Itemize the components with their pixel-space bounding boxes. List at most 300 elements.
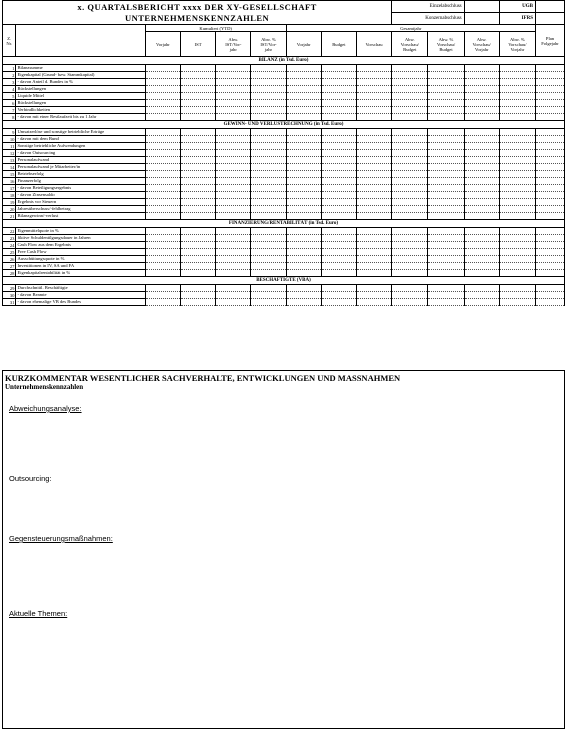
- value-cell[interactable]: [356, 228, 391, 235]
- value-cell[interactable]: [392, 185, 428, 192]
- value-cell[interactable]: [536, 150, 565, 157]
- value-cell[interactable]: [321, 185, 356, 192]
- value-cell[interactable]: [536, 235, 565, 242]
- value-cell[interactable]: [464, 263, 499, 270]
- value-cell[interactable]: [536, 114, 565, 121]
- value-cell[interactable]: [499, 129, 535, 136]
- value-cell[interactable]: [216, 72, 251, 79]
- value-cell[interactable]: [145, 285, 180, 292]
- value-cell[interactable]: [464, 171, 499, 178]
- value-cell[interactable]: [286, 79, 321, 86]
- value-cell[interactable]: [536, 178, 565, 185]
- value-cell[interactable]: [464, 129, 499, 136]
- value-cell[interactable]: [356, 157, 391, 164]
- value-cell[interactable]: [251, 114, 286, 121]
- value-cell[interactable]: [286, 65, 321, 72]
- value-cell[interactable]: [145, 228, 180, 235]
- value-cell[interactable]: [321, 79, 356, 86]
- value-cell[interactable]: [286, 100, 321, 107]
- value-cell[interactable]: [356, 65, 391, 72]
- value-cell[interactable]: [536, 164, 565, 171]
- value-cell[interactable]: [321, 157, 356, 164]
- value-cell[interactable]: [251, 150, 286, 157]
- value-cell[interactable]: [145, 299, 180, 306]
- value-cell[interactable]: [321, 213, 356, 220]
- value-cell[interactable]: [356, 114, 391, 121]
- value-cell[interactable]: [145, 143, 180, 150]
- value-cell[interactable]: [216, 79, 251, 86]
- value-cell[interactable]: [145, 171, 180, 178]
- value-cell[interactable]: [251, 178, 286, 185]
- value-cell[interactable]: [321, 143, 356, 150]
- value-cell[interactable]: [464, 292, 499, 299]
- value-cell[interactable]: [428, 65, 464, 72]
- value-cell[interactable]: [464, 114, 499, 121]
- value-cell[interactable]: [181, 157, 216, 164]
- value-cell[interactable]: [536, 185, 565, 192]
- value-cell[interactable]: [536, 299, 565, 306]
- value-cell[interactable]: [499, 292, 535, 299]
- value-cell[interactable]: [251, 143, 286, 150]
- value-cell[interactable]: [286, 192, 321, 199]
- value-cell[interactable]: [145, 256, 180, 263]
- value-cell[interactable]: [145, 136, 180, 143]
- value-cell[interactable]: [145, 65, 180, 72]
- value-cell[interactable]: [321, 242, 356, 249]
- value-cell[interactable]: [251, 86, 286, 93]
- value-cell[interactable]: [356, 171, 391, 178]
- value-cell[interactable]: [356, 143, 391, 150]
- value-cell[interactable]: [428, 228, 464, 235]
- value-cell[interactable]: [464, 242, 499, 249]
- value-cell[interactable]: [356, 249, 391, 256]
- value-cell[interactable]: [392, 136, 428, 143]
- value-cell[interactable]: [251, 129, 286, 136]
- value-cell[interactable]: [286, 242, 321, 249]
- value-cell[interactable]: [216, 249, 251, 256]
- value-cell[interactable]: [392, 171, 428, 178]
- value-cell[interactable]: [536, 228, 565, 235]
- value-cell[interactable]: [251, 136, 286, 143]
- value-cell[interactable]: [428, 100, 464, 107]
- value-cell[interactable]: [356, 100, 391, 107]
- value-cell[interactable]: [392, 178, 428, 185]
- value-cell[interactable]: [181, 192, 216, 199]
- value-cell[interactable]: [286, 136, 321, 143]
- value-cell[interactable]: [536, 86, 565, 93]
- value-cell[interactable]: [145, 93, 180, 100]
- value-cell[interactable]: [286, 143, 321, 150]
- value-cell[interactable]: [392, 228, 428, 235]
- value-cell[interactable]: [536, 192, 565, 199]
- value-cell[interactable]: [321, 107, 356, 114]
- value-cell[interactable]: [181, 270, 216, 277]
- value-cell[interactable]: [321, 65, 356, 72]
- value-cell[interactable]: [392, 129, 428, 136]
- value-cell[interactable]: [216, 178, 251, 185]
- value-cell[interactable]: [251, 107, 286, 114]
- value-cell[interactable]: [392, 206, 428, 213]
- value-cell[interactable]: [286, 157, 321, 164]
- value-cell[interactable]: [286, 107, 321, 114]
- value-cell[interactable]: [536, 65, 565, 72]
- value-cell[interactable]: [356, 178, 391, 185]
- value-cell[interactable]: [499, 285, 535, 292]
- value-cell[interactable]: [499, 136, 535, 143]
- value-cell[interactable]: [499, 93, 535, 100]
- value-cell[interactable]: [464, 235, 499, 242]
- value-cell[interactable]: [145, 199, 180, 206]
- value-cell[interactable]: [251, 100, 286, 107]
- value-cell[interactable]: [499, 206, 535, 213]
- ugb-checkbox[interactable]: [536, 1, 565, 13]
- value-cell[interactable]: [428, 157, 464, 164]
- value-cell[interactable]: [499, 100, 535, 107]
- value-cell[interactable]: [251, 171, 286, 178]
- value-cell[interactable]: [321, 235, 356, 242]
- value-cell[interactable]: [286, 114, 321, 121]
- value-cell[interactable]: [145, 263, 180, 270]
- value-cell[interactable]: [181, 213, 216, 220]
- value-cell[interactable]: [181, 228, 216, 235]
- ifrs-checkbox[interactable]: [536, 13, 565, 25]
- value-cell[interactable]: [181, 285, 216, 292]
- value-cell[interactable]: [216, 292, 251, 299]
- einzelabschluss-checkbox[interactable]: [464, 1, 499, 13]
- value-cell[interactable]: [181, 129, 216, 136]
- value-cell[interactable]: [464, 143, 499, 150]
- value-cell[interactable]: [145, 150, 180, 157]
- value-cell[interactable]: [251, 206, 286, 213]
- abweichungsanalyse-section[interactable]: Abweichungsanalyse:: [9, 404, 82, 413]
- value-cell[interactable]: [286, 171, 321, 178]
- value-cell[interactable]: [321, 150, 356, 157]
- value-cell[interactable]: [464, 299, 499, 306]
- value-cell[interactable]: [499, 114, 535, 121]
- value-cell[interactable]: [536, 199, 565, 206]
- value-cell[interactable]: [356, 150, 391, 157]
- value-cell[interactable]: [499, 72, 535, 79]
- value-cell[interactable]: [428, 150, 464, 157]
- value-cell[interactable]: [216, 100, 251, 107]
- value-cell[interactable]: [464, 178, 499, 185]
- value-cell[interactable]: [181, 65, 216, 72]
- value-cell[interactable]: [499, 164, 535, 171]
- value-cell[interactable]: [181, 114, 216, 121]
- value-cell[interactable]: [536, 157, 565, 164]
- value-cell[interactable]: [499, 256, 535, 263]
- value-cell[interactable]: [321, 86, 356, 93]
- value-cell[interactable]: [392, 199, 428, 206]
- value-cell[interactable]: [499, 249, 535, 256]
- value-cell[interactable]: [356, 136, 391, 143]
- value-cell[interactable]: [145, 292, 180, 299]
- value-cell[interactable]: [216, 129, 251, 136]
- value-cell[interactable]: [356, 164, 391, 171]
- value-cell[interactable]: [428, 171, 464, 178]
- value-cell[interactable]: [464, 249, 499, 256]
- value-cell[interactable]: [464, 228, 499, 235]
- value-cell[interactable]: [464, 164, 499, 171]
- value-cell[interactable]: [216, 65, 251, 72]
- value-cell[interactable]: [356, 206, 391, 213]
- value-cell[interactable]: [499, 86, 535, 93]
- value-cell[interactable]: [181, 100, 216, 107]
- value-cell[interactable]: [428, 249, 464, 256]
- value-cell[interactable]: [321, 136, 356, 143]
- value-cell[interactable]: [181, 242, 216, 249]
- value-cell[interactable]: [286, 72, 321, 79]
- value-cell[interactable]: [536, 136, 565, 143]
- value-cell[interactable]: [464, 107, 499, 114]
- value-cell[interactable]: [216, 206, 251, 213]
- value-cell[interactable]: [216, 228, 251, 235]
- value-cell[interactable]: [181, 249, 216, 256]
- value-cell[interactable]: [216, 164, 251, 171]
- value-cell[interactable]: [321, 249, 356, 256]
- value-cell[interactable]: [145, 192, 180, 199]
- value-cell[interactable]: [428, 256, 464, 263]
- value-cell[interactable]: [286, 299, 321, 306]
- value-cell[interactable]: [286, 256, 321, 263]
- value-cell[interactable]: [536, 206, 565, 213]
- value-cell[interactable]: [181, 299, 216, 306]
- value-cell[interactable]: [321, 206, 356, 213]
- value-cell[interactable]: [286, 86, 321, 93]
- value-cell[interactable]: [145, 249, 180, 256]
- value-cell[interactable]: [145, 107, 180, 114]
- value-cell[interactable]: [181, 235, 216, 242]
- value-cell[interactable]: [428, 86, 464, 93]
- value-cell[interactable]: [321, 164, 356, 171]
- value-cell[interactable]: [321, 171, 356, 178]
- value-cell[interactable]: [216, 107, 251, 114]
- value-cell[interactable]: [251, 164, 286, 171]
- value-cell[interactable]: [286, 206, 321, 213]
- value-cell[interactable]: [536, 171, 565, 178]
- value-cell[interactable]: [181, 185, 216, 192]
- value-cell[interactable]: [392, 107, 428, 114]
- value-cell[interactable]: [181, 164, 216, 171]
- value-cell[interactable]: [536, 143, 565, 150]
- value-cell[interactable]: [181, 86, 216, 93]
- value-cell[interactable]: [216, 192, 251, 199]
- value-cell[interactable]: [428, 299, 464, 306]
- value-cell[interactable]: [251, 213, 286, 220]
- value-cell[interactable]: [181, 292, 216, 299]
- value-cell[interactable]: [321, 192, 356, 199]
- value-cell[interactable]: [251, 199, 286, 206]
- value-cell[interactable]: [499, 270, 535, 277]
- value-cell[interactable]: [145, 213, 180, 220]
- value-cell[interactable]: [145, 242, 180, 249]
- value-cell[interactable]: [392, 270, 428, 277]
- value-cell[interactable]: [356, 213, 391, 220]
- value-cell[interactable]: [499, 228, 535, 235]
- value-cell[interactable]: [145, 164, 180, 171]
- value-cell[interactable]: [536, 263, 565, 270]
- value-cell[interactable]: [428, 292, 464, 299]
- value-cell[interactable]: [181, 171, 216, 178]
- value-cell[interactable]: [356, 129, 391, 136]
- value-cell[interactable]: [356, 299, 391, 306]
- gegensteuerung-section[interactable]: Gegensteuerungsmaßnahmen:: [9, 534, 113, 543]
- value-cell[interactable]: [356, 93, 391, 100]
- value-cell[interactable]: [321, 100, 356, 107]
- value-cell[interactable]: [286, 150, 321, 157]
- value-cell[interactable]: [181, 263, 216, 270]
- value-cell[interactable]: [216, 171, 251, 178]
- value-cell[interactable]: [181, 136, 216, 143]
- value-cell[interactable]: [145, 72, 180, 79]
- value-cell[interactable]: [536, 256, 565, 263]
- value-cell[interactable]: [499, 150, 535, 157]
- value-cell[interactable]: [392, 86, 428, 93]
- value-cell[interactable]: [392, 157, 428, 164]
- value-cell[interactable]: [251, 235, 286, 242]
- value-cell[interactable]: [286, 263, 321, 270]
- value-cell[interactable]: [286, 185, 321, 192]
- value-cell[interactable]: [428, 114, 464, 121]
- value-cell[interactable]: [536, 270, 565, 277]
- value-cell[interactable]: [428, 242, 464, 249]
- value-cell[interactable]: [464, 72, 499, 79]
- value-cell[interactable]: [392, 72, 428, 79]
- value-cell[interactable]: [216, 143, 251, 150]
- value-cell[interactable]: [392, 79, 428, 86]
- value-cell[interactable]: [181, 199, 216, 206]
- value-cell[interactable]: [356, 199, 391, 206]
- value-cell[interactable]: [428, 93, 464, 100]
- value-cell[interactable]: [356, 79, 391, 86]
- value-cell[interactable]: [536, 129, 565, 136]
- value-cell[interactable]: [321, 93, 356, 100]
- value-cell[interactable]: [145, 79, 180, 86]
- value-cell[interactable]: [251, 256, 286, 263]
- value-cell[interactable]: [216, 86, 251, 93]
- value-cell[interactable]: [499, 299, 535, 306]
- value-cell[interactable]: [428, 206, 464, 213]
- value-cell[interactable]: [499, 79, 535, 86]
- value-cell[interactable]: [536, 107, 565, 114]
- value-cell[interactable]: [251, 72, 286, 79]
- value-cell[interactable]: [536, 242, 565, 249]
- konzernabschluss-checkbox[interactable]: [464, 13, 499, 25]
- value-cell[interactable]: [392, 256, 428, 263]
- value-cell[interactable]: [216, 242, 251, 249]
- value-cell[interactable]: [464, 270, 499, 277]
- value-cell[interactable]: [181, 79, 216, 86]
- value-cell[interactable]: [499, 199, 535, 206]
- value-cell[interactable]: [464, 206, 499, 213]
- value-cell[interactable]: [356, 192, 391, 199]
- value-cell[interactable]: [428, 199, 464, 206]
- value-cell[interactable]: [392, 299, 428, 306]
- value-cell[interactable]: [356, 107, 391, 114]
- value-cell[interactable]: [464, 185, 499, 192]
- value-cell[interactable]: [216, 256, 251, 263]
- value-cell[interactable]: [428, 107, 464, 114]
- value-cell[interactable]: [286, 292, 321, 299]
- value-cell[interactable]: [428, 129, 464, 136]
- value-cell[interactable]: [392, 164, 428, 171]
- value-cell[interactable]: [392, 143, 428, 150]
- value-cell[interactable]: [181, 143, 216, 150]
- value-cell[interactable]: [321, 129, 356, 136]
- value-cell[interactable]: [536, 249, 565, 256]
- value-cell[interactable]: [145, 270, 180, 277]
- value-cell[interactable]: [536, 100, 565, 107]
- value-cell[interactable]: [464, 150, 499, 157]
- value-cell[interactable]: [321, 270, 356, 277]
- value-cell[interactable]: [321, 114, 356, 121]
- value-cell[interactable]: [464, 157, 499, 164]
- value-cell[interactable]: [181, 178, 216, 185]
- value-cell[interactable]: [464, 100, 499, 107]
- value-cell[interactable]: [428, 72, 464, 79]
- value-cell[interactable]: [286, 213, 321, 220]
- value-cell[interactable]: [499, 242, 535, 249]
- outsourcing-section[interactable]: Outsourcing:: [9, 474, 52, 483]
- value-cell[interactable]: [321, 285, 356, 292]
- value-cell[interactable]: [145, 157, 180, 164]
- value-cell[interactable]: [428, 143, 464, 150]
- value-cell[interactable]: [286, 199, 321, 206]
- value-cell[interactable]: [356, 185, 391, 192]
- value-cell[interactable]: [464, 199, 499, 206]
- value-cell[interactable]: [181, 256, 216, 263]
- value-cell[interactable]: [251, 79, 286, 86]
- value-cell[interactable]: [181, 93, 216, 100]
- value-cell[interactable]: [356, 86, 391, 93]
- value-cell[interactable]: [356, 256, 391, 263]
- value-cell[interactable]: [216, 93, 251, 100]
- value-cell[interactable]: [251, 263, 286, 270]
- value-cell[interactable]: [536, 292, 565, 299]
- value-cell[interactable]: [392, 93, 428, 100]
- value-cell[interactable]: [286, 178, 321, 185]
- value-cell[interactable]: [216, 213, 251, 220]
- value-cell[interactable]: [392, 263, 428, 270]
- value-cell[interactable]: [499, 213, 535, 220]
- value-cell[interactable]: [499, 157, 535, 164]
- value-cell[interactable]: [536, 79, 565, 86]
- value-cell[interactable]: [251, 185, 286, 192]
- value-cell[interactable]: [286, 164, 321, 171]
- value-cell[interactable]: [392, 192, 428, 199]
- value-cell[interactable]: [464, 285, 499, 292]
- value-cell[interactable]: [392, 100, 428, 107]
- value-cell[interactable]: [428, 235, 464, 242]
- value-cell[interactable]: [321, 228, 356, 235]
- value-cell[interactable]: [216, 263, 251, 270]
- value-cell[interactable]: [145, 100, 180, 107]
- value-cell[interactable]: [499, 171, 535, 178]
- value-cell[interactable]: [428, 79, 464, 86]
- value-cell[interactable]: [536, 285, 565, 292]
- value-cell[interactable]: [251, 93, 286, 100]
- value-cell[interactable]: [216, 185, 251, 192]
- value-cell[interactable]: [286, 129, 321, 136]
- value-cell[interactable]: [428, 213, 464, 220]
- value-cell[interactable]: [499, 263, 535, 270]
- value-cell[interactable]: [145, 178, 180, 185]
- value-cell[interactable]: [536, 213, 565, 220]
- value-cell[interactable]: [356, 270, 391, 277]
- value-cell[interactable]: [356, 285, 391, 292]
- value-cell[interactable]: [251, 65, 286, 72]
- value-cell[interactable]: [145, 235, 180, 242]
